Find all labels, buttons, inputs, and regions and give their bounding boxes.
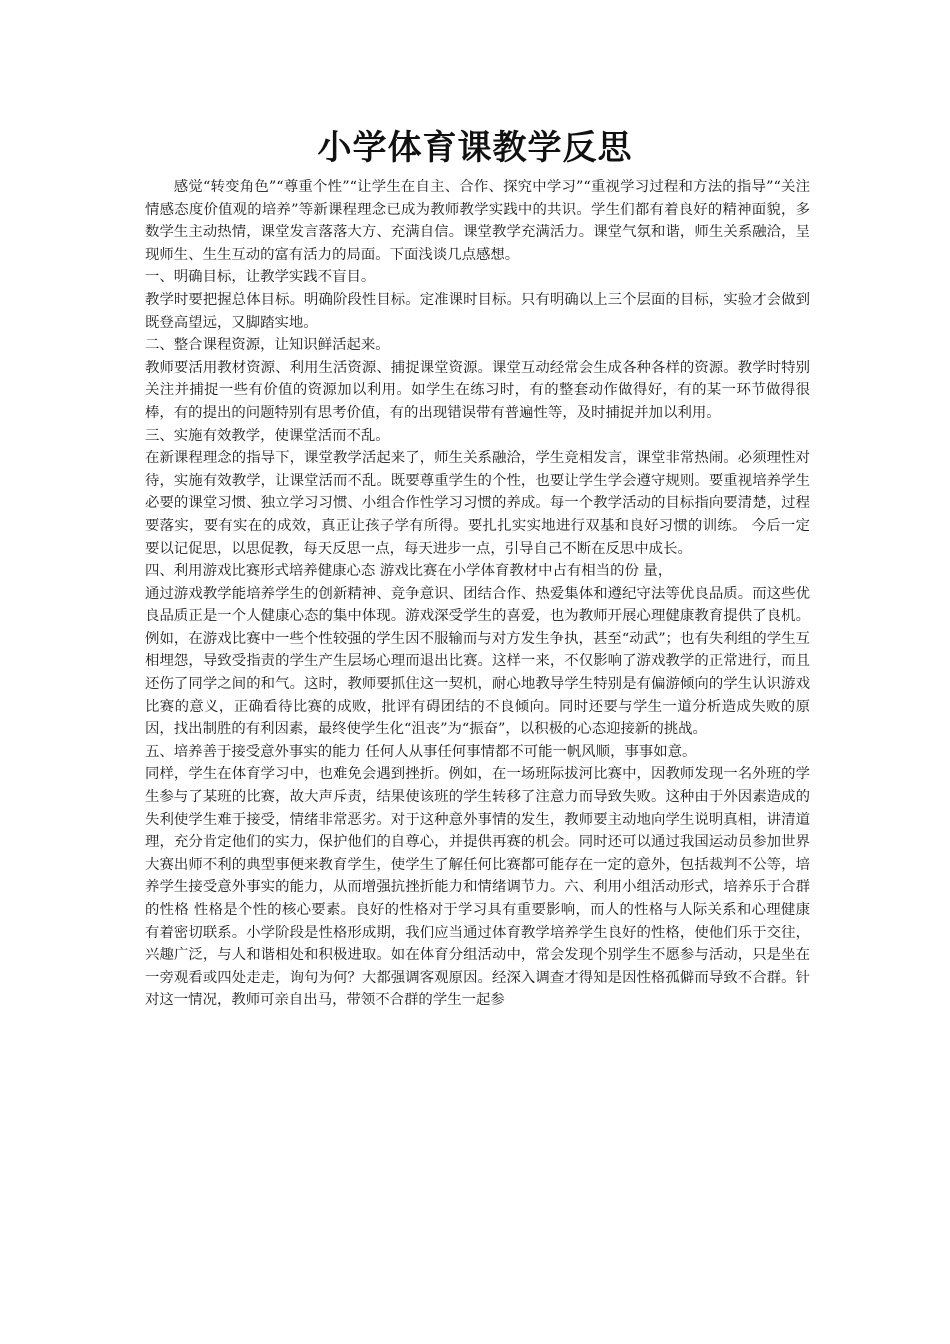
section-heading-1: 一、明确目标，让教学实践不盲目。 [145, 269, 376, 286]
section-heading-4: 四、利用游戏比赛形式培养健康心态 游戏比赛在小学体育教材中占有相当的份 量， [145, 563, 673, 580]
body-paragraph: 同样，学生在体育学习中，也难免会遇到挫折。例如，在一场班际拔河比赛中，因教师发现一名外班的学生参与了某班的比赛，故大声斥责，结果使该班的学生转移了注意力而导致失败。这种由于外因素造成的失利使学生难于接受，情绪非常恶劣。对于这种意外事情的发生，教师要主动地向学生说明真相，讲清道理，充分肯定他们的实力，保护他们的自尊心，并提供再赛的机会。同时还可以通过我国运动员参加世界大赛出师不利的典型事便来教育学生，使学生了解任何比赛都可能存在一定的意外，包括裁判不公等，培养学生接受意外事实的能力，从而增强抗挫折能力和情绪调节力。六、利用小组活动形式，培养乐于合群的性格 性格是个性的核心要素。良好的性格对于学习具有重要影响，而人的性格与人际关系和心理健康有着密切联系。小学阶段是性格形成期，我们应当通过体育教学培养学生良好的性格，使他们乐于交往，兴趣广泛，与人和谐相处和积极进取。如在体育分组活动中，常会发现个别学生不愿参与活动，只是坐在一旁观看或四处走走，询句为何？大都强调客观原因。经深入调查才得知是因性格孤僻而导致不合群。针对这一情况，教师可亲自出马，带领不合群的学生一起参 [145, 766, 810, 1009]
body-paragraph: 在新课程理念的指导下，课堂教学活起来了，师生关系融洽，学生竞相发言，课堂非常热闹。必须理性对待，实施有效教学，让课堂活而不乱。既要尊重学生的个性，也要让学生学会遵守规则。要重视培养学生必要的课堂习惯、独立学习习惯、小组合作性学习习惯的养成。每一个教学活动的目标指向要清楚，过程要落实，要有实在的成效，真正让孩子学有所得。要扎扎实实地进行双基和良好习惯的训练。 今后一定要以记促思，以思促教，每天反思一点，每天进步一点，引导自己不断在反思中成长。 [145, 450, 810, 557]
intro-paragraph: 感觉“转变角色”“尊重个性”“让学生在自主、合作、探究中学习”“重视学习过程和方法的指导”“关注情感态度价值观的培养”等新课程理念已成为教师教学实践中的共识。学生们都有着良好的精神面貌，多数学生主动热情，课堂发言落落大方、充满自信。课堂教学充满活力。课堂气氛和谐，师生关系融洽，呈现师生、生生互动的富有活力的局面。下面浅谈几点感想。 [145, 179, 810, 263]
body-paragraph: 通过游戏教学能培养学生的创新精神、竞争意识、团结合作、热爱集体和遵纪守法等优良品质。而这些优良品质正是一个人健康心态的集中体现。游戏深受学生的喜爱，也为教师开展心理健康教育提供了良机。例如，在游戏比赛中一些个性较强的学生因不服输而与对方发生争执，甚至“动武”；也有失利组的学生互相埋怨，导致受指责的学生产生层场心理而退出比赛。这样一来，不仅影响了游戏教学的正常进行，而且还伤了同学之间的和气。这时，教师要抓住这一契机，耐心地教导学生特别是有偏游倾向的学生认识游戏比赛的意义，正确看待比赛的成败，批评有碍团结的不良倾向。同时还要与学生一道分析造成失败的原因，找出制胜的有利因素，最终使学生化“沮丧”为“振奋”，以积极的心态迎接新的挑战。 [145, 585, 810, 738]
section-heading-3: 三、实施有效教学，使课堂活而不乱。 [145, 427, 390, 444]
section-heading-2: 二、整合课程资源，让知识鲜活起来。 [145, 337, 390, 354]
section-heading-5: 五、培养善于接受意外事实的能力 任何人从事任何事情都不可能一帆风顺，事事如意。 [145, 743, 697, 760]
document-title: 小学体育课教学反思 [317, 128, 633, 168]
body-paragraph: 教师要活用教材资源、利用生活资源、捕捉课堂资源。课堂互动经常会生成各种各样的资源。教学时特别关注并捕捉一些有价值的资源加以利用。如学生在练习时，有的整套动作做得好，有的某一环节做得很棒，有的提出的问题特别有思考价值，有的出现错误带有普遍性等，及时捕捉并加以利用。 [145, 359, 810, 421]
document-body [145, 176, 810, 1012]
body-paragraph: 教学时要把握总体目标。明确阶段性目标。定准课时目标。只有明确以上三个层面的目标，实验才会做到既登高望远，又脚踏实地。 [145, 291, 810, 331]
